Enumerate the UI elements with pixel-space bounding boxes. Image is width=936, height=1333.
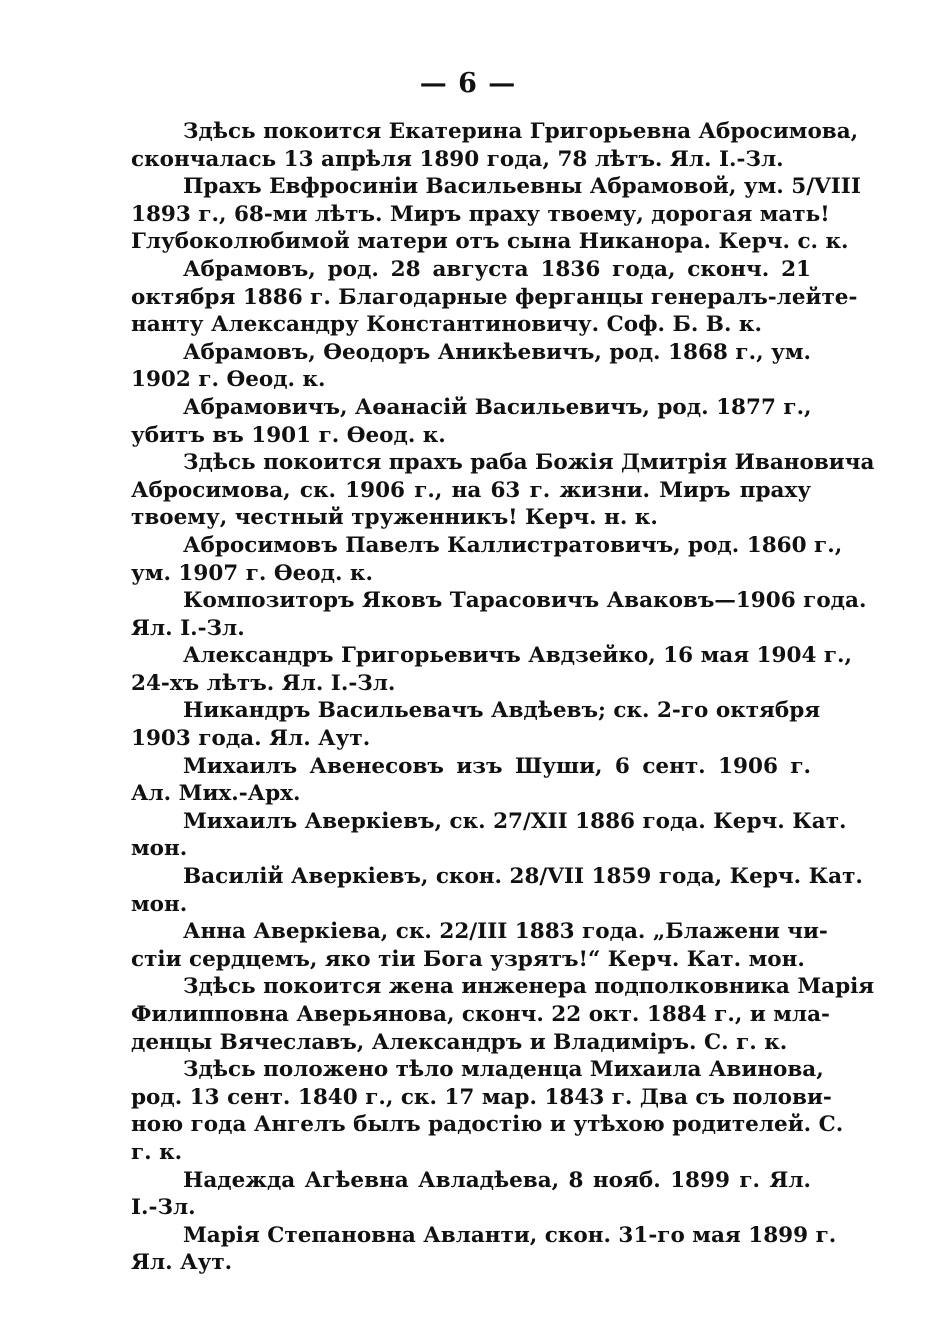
- entry-line: 1902 г. Ѳеод. к.: [131, 367, 326, 393]
- entry-line: Абросимовъ Павелъ Каллистратовичъ, род. 1860 г.,: [183, 532, 843, 558]
- entry-line: мон.: [131, 836, 188, 862]
- entry-avdeev-nikandr: [131, 697, 821, 752]
- entry-line: Композиторъ Яковъ Тарасовичъ Аваковъ—1906 года.: [183, 588, 867, 614]
- entry-abramova-evfrosinia: [131, 173, 861, 256]
- page-number: — 6 —: [419, 68, 517, 99]
- entry-averkieva-anna: [131, 918, 828, 973]
- entry-line: Михаилъ Авенесовъ изъ Шуши, 6 сент. 1906 г.: [183, 753, 811, 779]
- entry-avenesov-mikhail: [131, 753, 811, 808]
- entry-line: Здѣсь положено тѣло младенца Михаила Авинова,: [183, 1057, 824, 1083]
- entry-line: Анна Аверкіева, ск. 22/III 1883 года. „Блажени чи-: [183, 919, 828, 945]
- entry-line: денцы Вячеславъ, Александръ и Владиміръ. С. г. к.: [131, 1029, 788, 1055]
- entry-line: Абрамовичъ, Аѳанасій Васильевичъ, род. 1877 г.,: [183, 394, 812, 420]
- entry-line: твоему, честный труженникъ! Керч. н. к.: [131, 505, 658, 531]
- entry-line: Александръ Григорьевичъ Авдзейко, 16 мая 1904 г.,: [183, 643, 853, 669]
- entry-line: Здѣсь покоится жена инженера подполковника Марія: [183, 974, 875, 1000]
- entry-line: I.-Зл.: [131, 1195, 196, 1221]
- entry-line: ум. 1907 г. Ѳеод. к.: [131, 560, 373, 586]
- entry-averyanova-maria: [131, 973, 875, 1056]
- entry-line: Абрамовъ, Ѳеодоръ Аникѣевичъ, род. 1868 г., ум.: [183, 339, 811, 365]
- entry-line: ною года Ангелъ былъ радостію и утѣхою родителей. С.: [131, 1112, 844, 1138]
- entry-line: убитъ въ 1901 г. Ѳеод. к.: [131, 422, 446, 448]
- entry-line: род. 13 сент. 1840 г., ск. 17 мар. 1843 г. Два съ полови-: [131, 1084, 832, 1110]
- entry-line: Никандръ Васильевачъ Авдѣевъ; ск. 2-го октября: [183, 698, 821, 724]
- entry-abrosimova-ekaterina: [131, 118, 859, 173]
- entry-line: Михаилъ Аверкіевъ, ск. 27/XII 1886 года. Керч. Кат.: [183, 808, 847, 834]
- entry-line: 1893 г., 68-ми лѣтъ. Миръ праху твоему, дорогая мать!: [131, 201, 830, 227]
- entry-line: стіи сердцемъ, яко тіи Бога узрятъ!“ Керч. Кат. мон.: [131, 946, 805, 972]
- entry-averkiev-vasiliy: [131, 863, 863, 918]
- entry-line: Абрамовъ, род. 28 августа 1836 года, сконч. 21: [183, 256, 811, 282]
- entry-avlanti-maria: [131, 1222, 837, 1277]
- entry-abramovich-afanasiy: [131, 394, 811, 449]
- entry-abrosimov-pavel: [131, 532, 843, 587]
- entry-line: Абросимова, ск. 1906 г., на 63 г. жизни. Миръ праху: [131, 477, 811, 503]
- entry-line: 24-хъ лѣтъ. Ял. I.-Зл.: [131, 670, 396, 696]
- entry-line: Здѣсь покоится Екатерина Григорьевна Абросимова,: [183, 119, 859, 144]
- entry-abrosimov-dmitriy: [131, 449, 875, 532]
- entry-list: [131, 118, 875, 1277]
- entry-line: Прахъ Евфросиніи Васильевны Абрамовой, ум. 5/VIII: [183, 174, 861, 200]
- entry-line: Марія Степановна Авланти, скон. 31-го мая 1899 г.: [183, 1222, 837, 1248]
- entry-line: Василій Аверкіевъ, скон. 28/VII 1859 года, Керч. Кат.: [183, 864, 863, 890]
- entry-line: Ял. I.-Зл.: [131, 615, 245, 641]
- entry-avinov-mikhail: [131, 1056, 844, 1166]
- entry-line: г. к.: [131, 1139, 183, 1165]
- entry-line: Ял. Аут.: [131, 1250, 233, 1276]
- entry-avakov-yakov: [131, 587, 867, 642]
- entry-avladeeva-nadezhda: [131, 1167, 811, 1222]
- entry-line: Надежда Агѣевна Авладѣева, 8 нояб. 1899 г. Ял.: [183, 1167, 811, 1193]
- entry-abramov-feodor: [131, 339, 811, 394]
- entry-line: скончалась 13 апрѣля 1890 года, 78 лѣтъ. Ял. I.-Зл.: [131, 146, 784, 172]
- entry-averkiev-mikhail: [131, 808, 847, 863]
- entry-line: мон.: [131, 891, 188, 917]
- entry-line: октября 1886 г. Благодарные ферганцы генералъ-лейте-: [131, 284, 858, 310]
- entry-avdzeyko-aleksandr: [131, 642, 853, 697]
- entry-line: 1903 года. Ял. Аут.: [131, 726, 371, 752]
- entry-line: Ал. Мих.-Арх.: [131, 781, 301, 807]
- entry-line: Глубоколюбимой матери отъ сына Никанора. Керч. с. к.: [131, 229, 849, 255]
- entry-line: нанту Александру Константиновичу. Соф. Б. В. к.: [131, 312, 762, 338]
- entry-line: Филипповна Аверьянова, сконч. 22 окт. 1884 г., и мла-: [131, 1002, 830, 1027]
- entry-abramov: [131, 256, 858, 339]
- entry-line: Здѣсь покоится прахъ раба Божія Дмитрія Ивановича: [183, 450, 875, 476]
